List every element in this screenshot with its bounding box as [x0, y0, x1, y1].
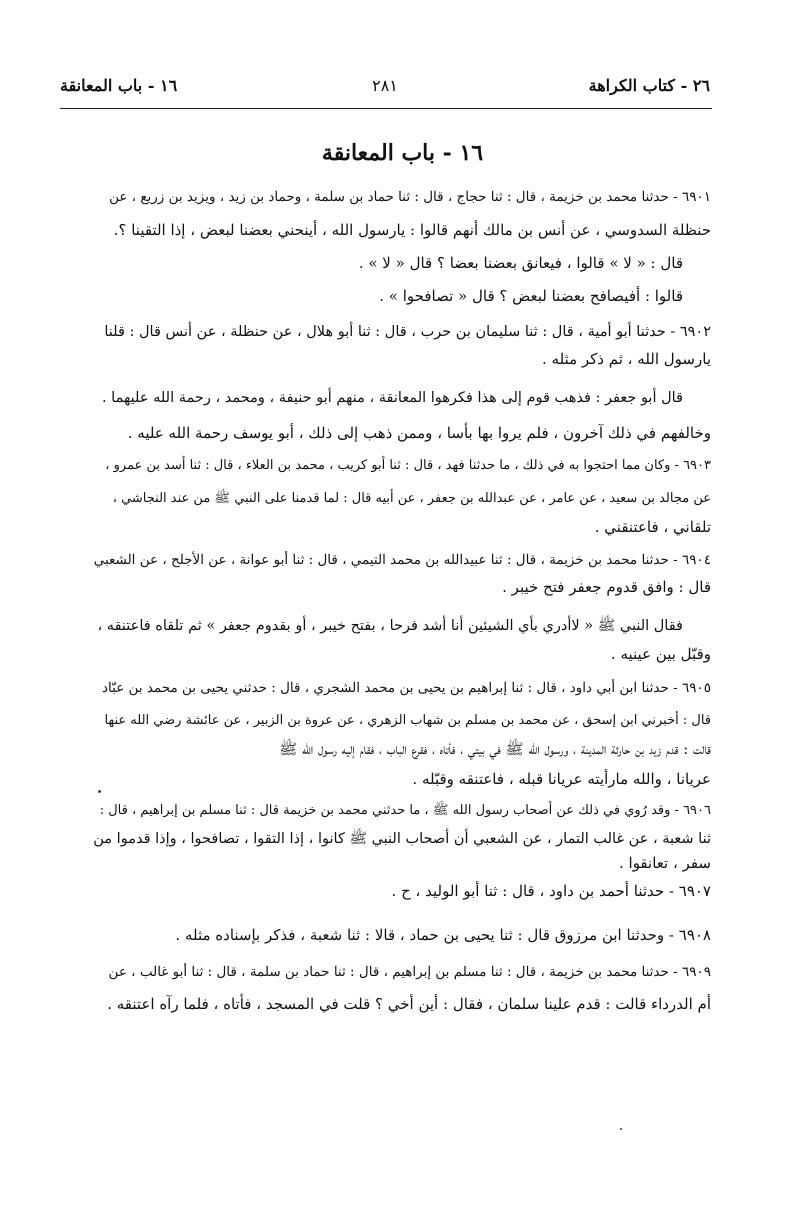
- text-line: ٦٩٠٨ - وحدثنا ابن مرزوق قال : ثنا يحيى بن حماد ، قالا : ثنا شعبة ، فذكر بإسناده مثله .: [175, 926, 711, 944]
- header-rule: [60, 108, 712, 109]
- text-line: قال أبو جعفر : فذهب قوم إلى هذا فكرهوا المعانقة ، منهم أبو حنيفة ، ومحمد ، رحمة الله عليهما .: [101, 390, 683, 406]
- text-line: قالوا : أفيصافح بعضنا لبعض ؟ قال « تصافحوا » .: [379, 287, 683, 305]
- text-line: سفر ، تعانقوا .: [618, 854, 711, 872]
- text-line: يارسول الله ، ثم ذكر مثله .: [542, 350, 711, 368]
- text-line: ٦٩٠١ - حدثنا محمد بن خزيمة ، قال : ثنا حجاج ، قال : ثنا حماد بن سلمة ، وحماد بن زيد ، ويزيد بن زريع ، عن: [109, 189, 711, 205]
- text-line: ٦٩٠٩ - حدثنا محمد بن خزيمة ، قال : ثنا مسلم بن إبراهيم ، قال : ثنا حماد بن سلمة ، قال : ثنا أبو غالب ، عن: [108, 964, 711, 980]
- section-title-header: ١٦ - باب المعانقة: [60, 76, 178, 95]
- text-line: قال : أخبرني ابن إسحق ، عن محمد بن مسلم بن شهاب الزهري ، عن عروة بن الزبير ، عن عائشة رضي الله عنها: [104, 713, 711, 728]
- text-line: ٦٩٠٦ - وقد رُوي في ذلك عن أصحاب رسول الله ﷺ ، ما حدثني محمد بن خزيمة قال : ثنا مسلم بن إبراهيم ، قال :: [99, 803, 711, 818]
- text-line: ثنا شعبة ، عن غالب التمار ، عن الشعبي أن أصحاب النبي ﷺ كانوا ، إذا التقوا ، تصافحوا ، وإذا قدموا من: [93, 831, 711, 847]
- book-title-header: ٢٦ - كتاب الكراهة: [588, 76, 710, 95]
- text-line: تلقاني ، فاعتنقني .: [594, 518, 711, 536]
- chapter-title: ١٦ - باب المعانقة: [321, 140, 484, 166]
- text-line: قالت : قدم زيد بن حارثة المدينة ، ورسول الله ﷺ في بيتي ، فأتاه ، فقرع الباب ، فقام إليه رسول الله ﷺ: [279, 740, 711, 758]
- scan-speck: [620, 1128, 622, 1130]
- text-line: ٦٩٠٣ - وكان مما احتجوا به في ذلك ، ما حدثنا فهد ، قال : ثنا أبو كريب ، محمد بن العلاء ، قال : ثنا أسد بن عمرو ،: [105, 458, 711, 473]
- text-line: ٦٩٠٢ - حدثنا أبو أمية ، قال : ثنا سليمان بن حرب ، قال : ثنا أبو هلال ، عن حنظلة ، عن أنس قال : قلنا: [104, 324, 711, 340]
- text-line: أم الدرداء قالت : قدم علينا سلمان ، فقال : أين أخي ؟ قلت في المسجد ، فأتاه ، فلما رآه اعتنقه .: [107, 995, 711, 1013]
- text-line: فقال النبي ﷺ « لاأدري بأي الشيئين أنا أشد فرحا ، بفتح خيبر ، أو بقدوم جعفر » ثم تلقاه فاعتنقه ،: [97, 618, 683, 634]
- text-line: ٦٩٠٤ - حدثنا محمد بن خزيمة ، قال : ثنا عبيدالله بن محمد التيمي ، قال : ثنا أبو عوانة ، عن الأجلح ، عن الشعبي: [93, 552, 711, 568]
- page-number: ٢٨١: [372, 76, 398, 95]
- text-line: وخالفهم في ذلك آخرون ، فلم يروا بها بأسا ، وممن ذهب إلى ذلك ، أبو يوسف رحمة الله عليه .: [127, 424, 711, 442]
- text-line: عريانا ، والله مارأيته عريانا قبله ، فاعتنقه وقبّله .: [412, 770, 711, 788]
- text-line: حنظلة السدوسي ، عن أنس بن مالك أنهم قالوا : يارسول الله ، أينحني بعضنا لبعض ، إذا التقينا ؟.: [113, 221, 711, 239]
- scan-speck: [98, 790, 101, 793]
- text-line: قال : « لا » قالوا ، فيعانق بعضنا بعضا ؟ قال « لا » .: [358, 254, 683, 272]
- text-line: ٦٩٠٥ - حدثنا ابن أبي داود ، قال : ثنا إبراهيم بن يحيى بن محمد الشجري ، قال : حدثني يحيى بن محمد بن عبّاد: [102, 680, 711, 696]
- text-line: وقبّل بين عينيه .: [610, 645, 711, 663]
- text-line: قال : وافق قدوم جعفر فتح خيبر .: [502, 578, 711, 596]
- running-head: [60, 76, 710, 104]
- text-line: عن مجالد بن سعيد ، عن عامر ، عن عبدالله بن جعفر ، عن أبيه قال : لما قدمنا على النبي ﷺ من عند النجاشي ،: [112, 491, 711, 506]
- text-line: ٦٩٠٧ - حدثنا أحمد بن داود ، قال : ثنا أبو الوليد ، ح .: [391, 882, 711, 900]
